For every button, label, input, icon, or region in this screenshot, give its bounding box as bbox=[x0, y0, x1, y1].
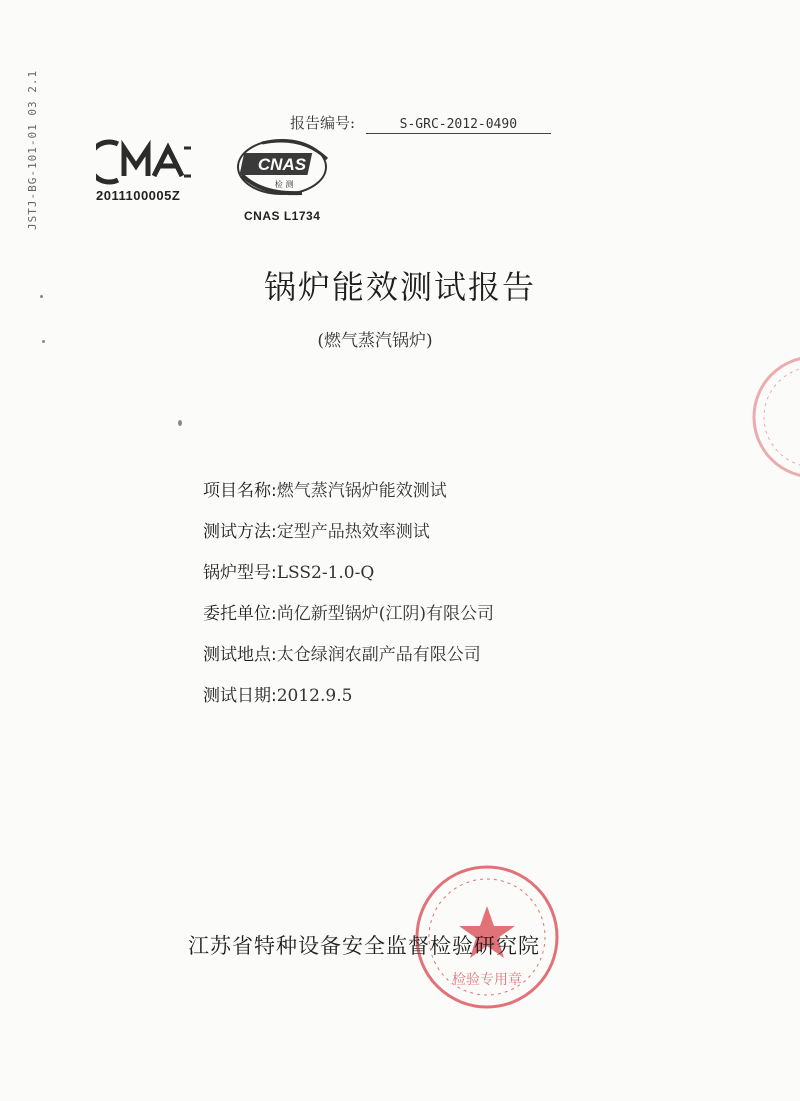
field-label: 锅炉型号: bbox=[203, 563, 277, 583]
field-project-name bbox=[203, 476, 494, 517]
report-number-value: S-GRC-2012-0490 bbox=[366, 117, 551, 134]
cnas-logo bbox=[232, 135, 342, 223]
field-label: 测试地点: bbox=[203, 645, 277, 665]
paper-speck bbox=[40, 295, 43, 298]
field-test-date bbox=[203, 681, 494, 722]
field-value: LSS2-1.0-Q bbox=[276, 563, 375, 583]
field-test-method bbox=[203, 517, 494, 558]
form-code: JSTJ-BG-101-01 03 2.1 bbox=[26, 69, 39, 230]
svg-text:CNAS: CNAS bbox=[257, 155, 307, 174]
field-value: 尚亿新型锅炉(江阴)有限公司 bbox=[276, 604, 494, 624]
cma-code: 2011100005Z bbox=[96, 188, 181, 203]
field-label: 委托单位: bbox=[203, 604, 277, 624]
cnas-code: CNAS L1734 bbox=[244, 209, 321, 223]
field-label: 测试日期: bbox=[203, 686, 277, 706]
field-client bbox=[203, 599, 494, 640]
report-fields bbox=[203, 476, 494, 722]
report-title: 锅炉能效测试报告 bbox=[263, 268, 536, 306]
seal-edge-fragment bbox=[744, 352, 800, 486]
field-label: 项目名称: bbox=[203, 481, 277, 501]
cma-logo bbox=[96, 136, 206, 203]
paper-speck bbox=[42, 340, 45, 343]
report-subtitle: (燃气蒸汽锅炉) bbox=[317, 331, 433, 351]
issuing-institute: 江苏省特种设备安全监督检验研究院 bbox=[188, 934, 540, 958]
field-test-location bbox=[203, 640, 494, 681]
field-boiler-model bbox=[203, 558, 494, 599]
field-value: 太仓绿润农副产品有限公司 bbox=[276, 645, 481, 665]
cnas-mark-icon bbox=[232, 135, 337, 205]
partial-seal-icon bbox=[744, 352, 800, 482]
field-label: 测试方法: bbox=[203, 522, 277, 542]
field-value: 定型产品热效率测试 bbox=[276, 522, 430, 542]
cma-mark-icon bbox=[96, 136, 196, 186]
field-value: 燃气蒸汽锅炉能效测试 bbox=[276, 481, 447, 501]
svg-text:检验专用章: 检验专用章 bbox=[452, 972, 522, 988]
report-number bbox=[290, 112, 551, 134]
svg-text:检 测: 检 测 bbox=[274, 180, 294, 189]
field-value: 2012.9.5 bbox=[276, 686, 353, 706]
report-number-label: 报告编号: bbox=[290, 114, 356, 132]
paper-speck bbox=[178, 420, 182, 426]
